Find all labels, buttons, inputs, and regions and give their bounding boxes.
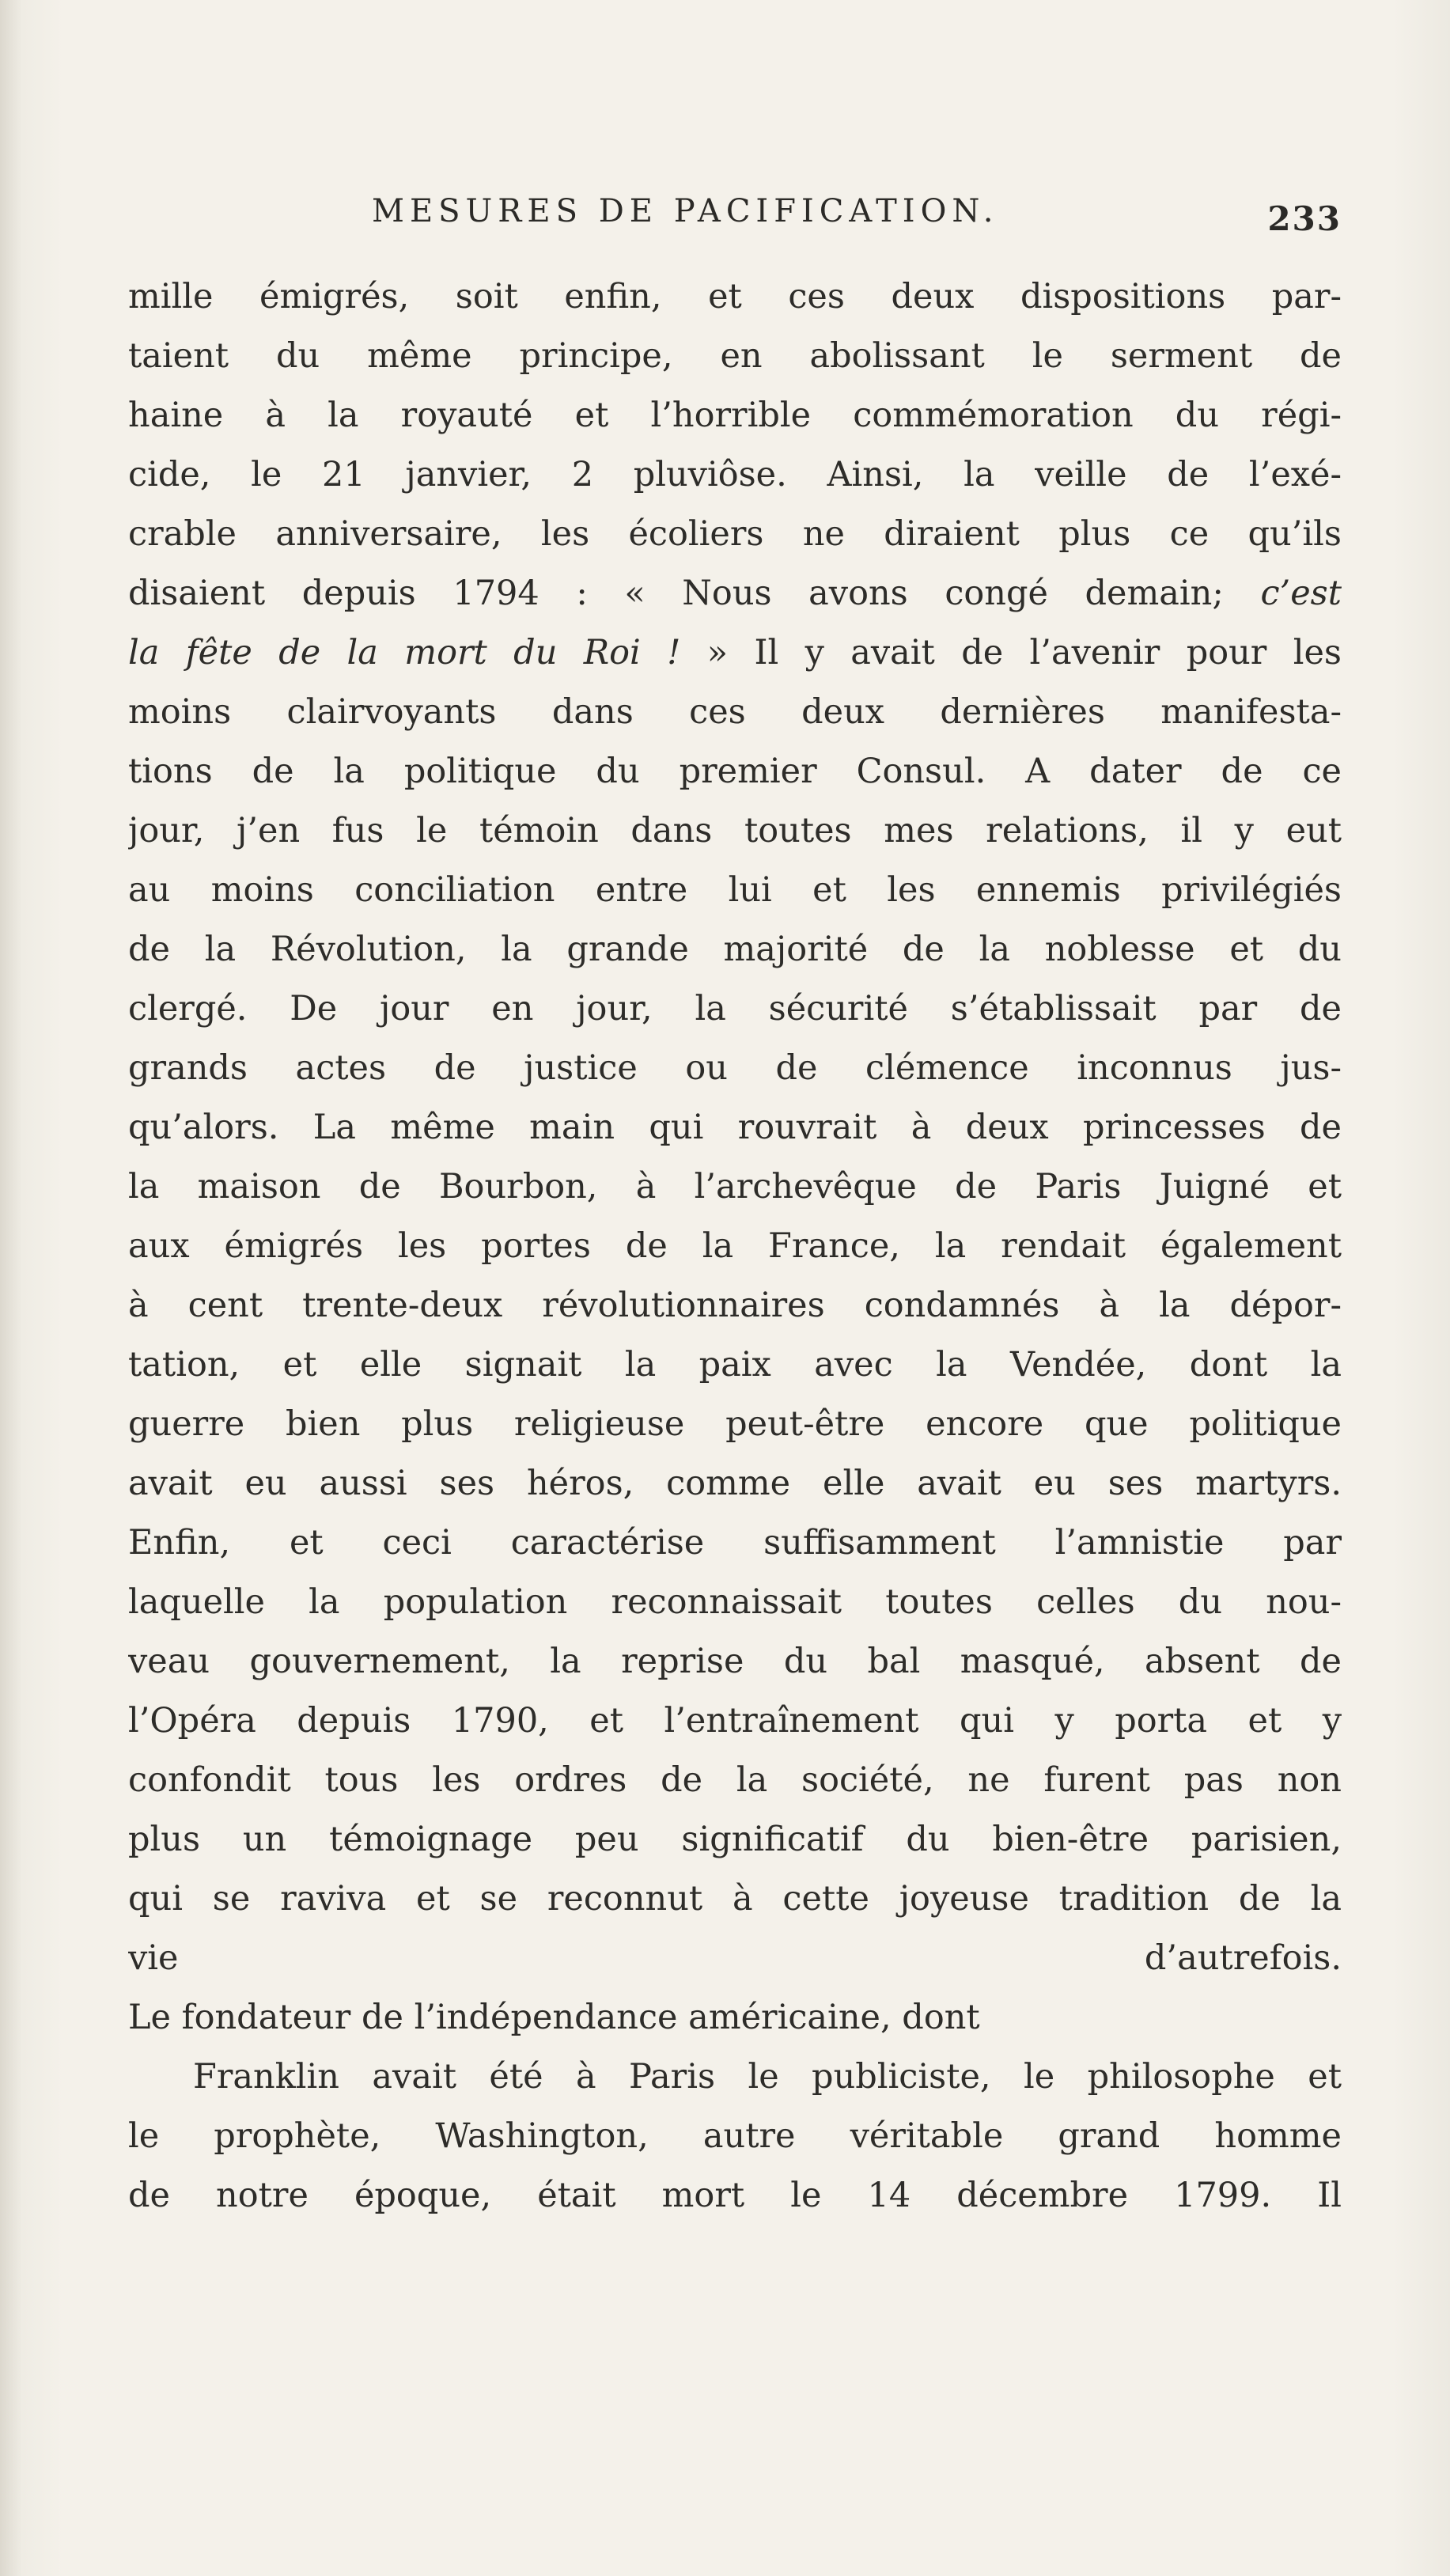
italic-segment: la fête de la mort du Roi ! [128, 633, 681, 672]
text-line: qui se raviva et se reconnut à cette joyeuse tradition de la [128, 1879, 1342, 1919]
text-line: au moins conciliation entre lui et les ennemis privilégiés [128, 870, 1342, 910]
text-line: cide, le 21 janvier, 2 pluviôse. Ainsi, la veille de l’exé- [128, 455, 1342, 494]
text-line: tation, et elle signait la paix avec la Vendée, dont la [128, 1345, 1342, 1385]
text-line: Enfin, et ceci caractérise suffisamment l’amnistie par [128, 1523, 1342, 1563]
text-line: clergé. De jour en jour, la sécurité s’établissait par de [128, 989, 1342, 1029]
italic-segment: c’est [1260, 574, 1342, 613]
text-line: taient du même principe, en abolissant le serment de [128, 336, 1342, 376]
running-title: MESURES DE PACIFICATION. [372, 193, 999, 229]
text-line: à cent trente-deux révolutionnaires condamnés à la dépor- [128, 1286, 1342, 1325]
text-line: moins clairvoyants dans ces deux dernières manifesta- [128, 692, 1342, 732]
text-line: aux émigrés les portes de la France, la rendait également [128, 1226, 1342, 1266]
text-line: grands actes de justice ou de clémence inconnus jus- [128, 1048, 1342, 1088]
body-text [128, 267, 1342, 2285]
text-segment: » Il y avait de l’avenir pour les [706, 633, 1342, 672]
text-line: qu’alors. La même main qui rouvrait à deux princesses de [128, 1108, 1342, 1147]
text-line: le prophète, Washington, autre véritable grand homme [128, 2116, 1342, 2156]
text-line [128, 564, 1342, 623]
text-line: de la Révolution, la grande majorité de la noblesse et du [128, 930, 1342, 969]
text-line: la maison de Bourbon, à l’archevêque de Paris Juigné et [128, 1167, 1342, 1207]
text-line: jour, j’en fus le témoin dans toutes mes relations, il y eut [128, 811, 1342, 850]
text-line: veau gouvernement, la reprise du bal masqué, absent de [128, 1642, 1342, 1681]
text-line [128, 2226, 1342, 2285]
text-line [128, 623, 1342, 683]
text-segment: disaient depuis 1794 : « Nous avons congé demain; [128, 574, 1224, 613]
text-line: mille émigrés, soit enfin, et ces deux dispositions par- [128, 277, 1342, 316]
text-line: plus un témoignage peu significatif du bien-être parisien, [128, 1820, 1342, 1859]
text-line: tions de la politique du premier Consul. A dater de ce [128, 752, 1342, 791]
text-line: vie d’autrefois. [128, 1938, 1342, 1978]
text-line: avait eu aussi ses héros, comme elle avait eu ses martyrs. [128, 1464, 1342, 1503]
text-line: guerre bien plus religieuse peut-être encore que politique [128, 1404, 1342, 1444]
paragraph-end-line: Le fondateur de l’indépendance américaine, dont [128, 1998, 980, 2037]
page-header [372, 193, 1342, 248]
text-line: l’Opéra depuis 1790, et l’entraînement qui y porta et y [128, 1701, 1342, 1741]
text-line: laquelle la population reconnaissait toutes celles du nou- [128, 1582, 1342, 1622]
text-line: de notre époque, était mort le 14 décembre 1799. Il [128, 2176, 1342, 2215]
paragraph-start-line: Franklin avait été à Paris le publiciste, le philosophe et [193, 2057, 1342, 2097]
text-line: crable anniversaire, les écoliers ne diraient plus ce qu’ils [128, 514, 1342, 554]
text-line: confondit tous les ordres de la société, ne furent pas non [128, 1760, 1342, 1800]
text-line: haine à la royauté et l’horrible commémoration du régi- [128, 396, 1342, 435]
page-number: 233 [1267, 199, 1342, 238]
